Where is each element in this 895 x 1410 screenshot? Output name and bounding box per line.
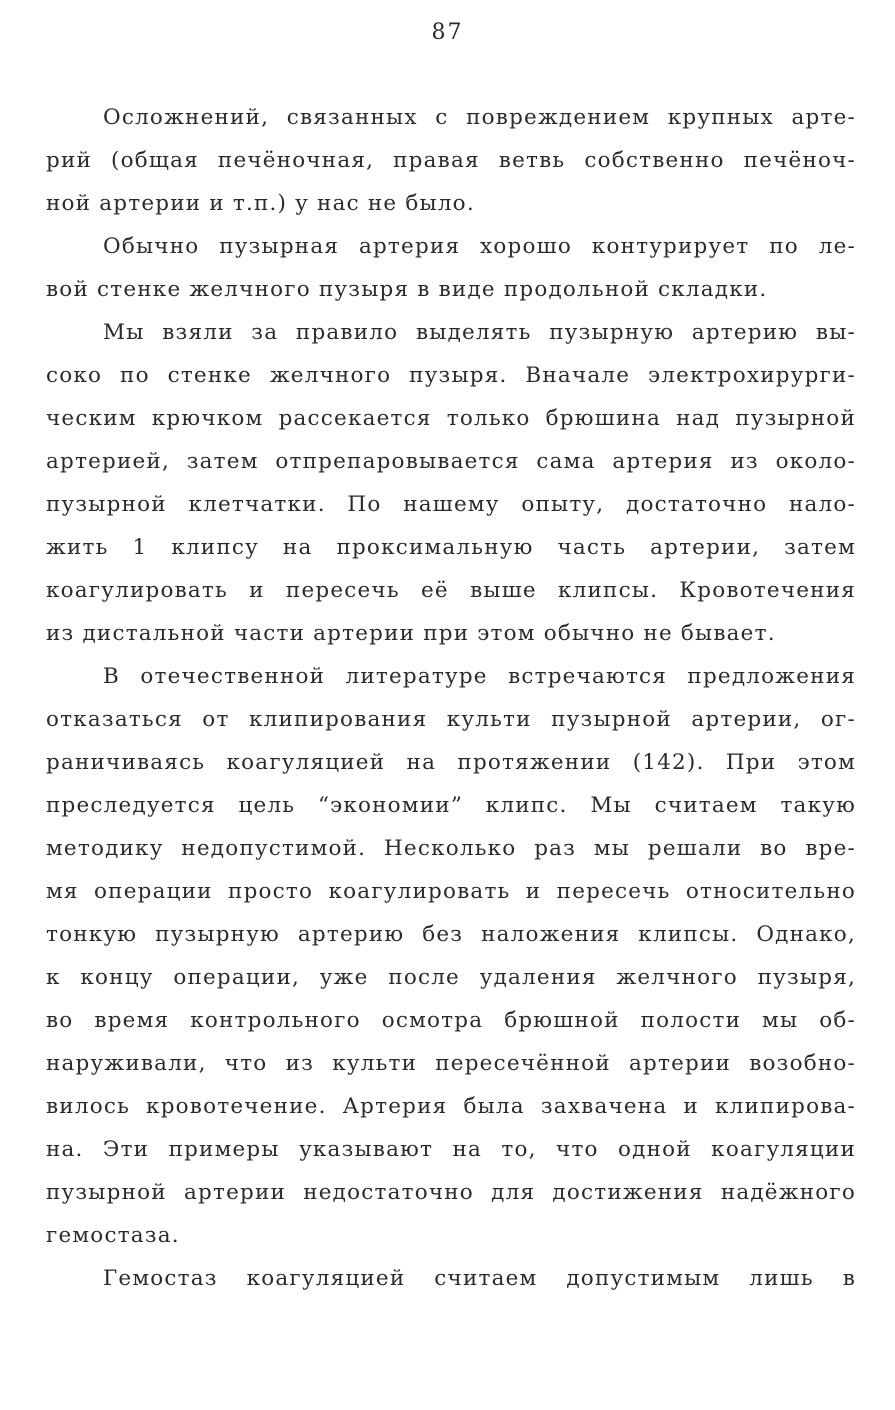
paragraph-3 bbox=[46, 311, 856, 655]
text-line: наруживали, что из культи пересечённой артерии возобно- bbox=[46, 1051, 856, 1076]
text-line: раничиваясь коагуляцией на протяжении (142). При этом bbox=[46, 750, 856, 775]
text-line: тонкую пузырную артерию без наложения клипсы. Однако, bbox=[46, 922, 856, 947]
text-line: на. Эти примеры указывают на то, что одной коагуляции bbox=[46, 1137, 856, 1162]
text-line: Осложнений, связанных с повреждением крупных арте- bbox=[103, 105, 856, 130]
body-text bbox=[46, 96, 856, 1300]
text-line: вой стенке желчного пузыря в виде продольной складки. bbox=[46, 277, 768, 302]
text-line: ческим крючком рассекается только брюшина над пузырной bbox=[46, 406, 856, 431]
text-line: вилось кровотечение. Артерия была захвачена и клипирова- bbox=[46, 1094, 856, 1119]
text-line: пузырной клетчатки. По нашему опыту, достаточно нало- bbox=[46, 492, 856, 517]
text-line: методику недопустимой. Несколько раз мы решали во вре- bbox=[46, 836, 856, 861]
text-line: мя операции просто коагулировать и пересечь относительно bbox=[46, 879, 856, 904]
text-line: жить 1 клипсу на проксимальную часть артерии, затем bbox=[46, 535, 856, 560]
paragraph-5 bbox=[46, 1257, 856, 1300]
paragraph-2 bbox=[46, 225, 856, 311]
text-line: из дистальной части артерии при этом обычно не бывает. bbox=[46, 621, 776, 646]
text-line: Обычно пузырная артерия хорошо контурирует по ле- bbox=[103, 234, 856, 259]
text-line: к концу операции, уже после удаления желчного пузыря, bbox=[46, 965, 856, 990]
text-line: Гемостаз коагуляцией считаем допустимым лишь в bbox=[103, 1266, 856, 1291]
text-line: В отечественной литературе встречаются предложения bbox=[103, 664, 856, 689]
text-line: артерией, затем отпрепаровывается сама артерия из около- bbox=[46, 449, 856, 474]
text-line: ной артерии и т.п.) у нас не было. bbox=[46, 191, 475, 216]
text-line: преследуется цель “экономии” клипс. Мы считаем такую bbox=[46, 793, 856, 818]
text-line: во время контрольного осмотра брюшной полости мы об- bbox=[46, 1008, 856, 1033]
text-line: гемостаза. bbox=[46, 1223, 180, 1248]
text-line: Мы взяли за правило выделять пузырную артерию вы- bbox=[103, 320, 856, 345]
text-line: соко по стенке желчного пузыря. Вначале электрохирурги- bbox=[46, 363, 856, 388]
paragraph-1 bbox=[46, 96, 856, 225]
page-number: 87 bbox=[431, 20, 464, 45]
text-line: коагулировать и пересечь её выше клипсы. Кровотечения bbox=[46, 578, 856, 603]
text-line: рий (общая печёночная, правая ветвь собственно печёноч- bbox=[46, 148, 856, 173]
text-line: отказаться от клипирования культи пузырной артерии, ог- bbox=[46, 707, 856, 732]
text-line: пузырной артерии недостаточно для достижения надёжного bbox=[46, 1180, 856, 1205]
paragraph-4 bbox=[46, 655, 856, 1257]
